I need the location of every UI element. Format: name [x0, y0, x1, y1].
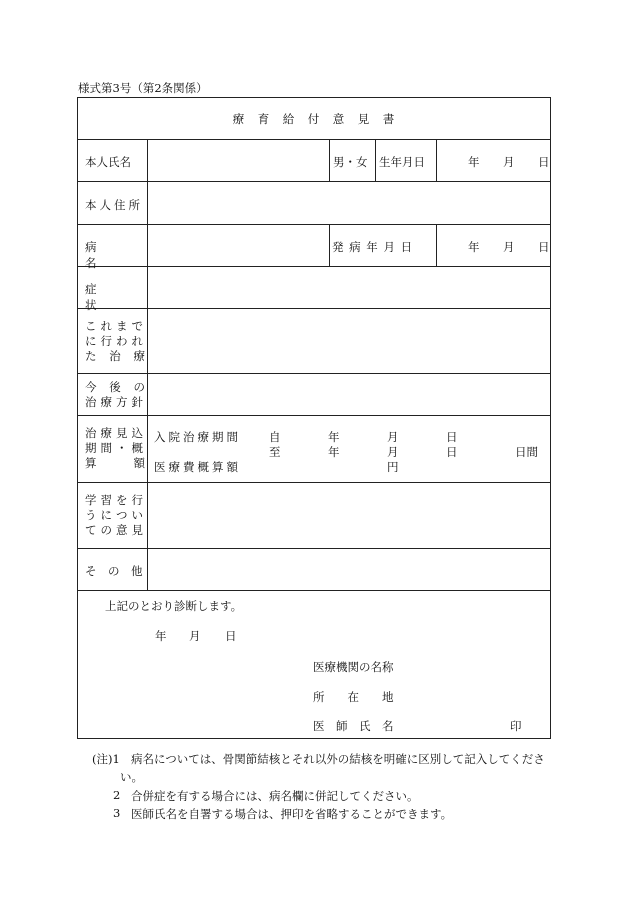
outlook-line-1: 治 療 見 込	[85, 425, 147, 440]
cost-label: 医療費概算額	[154, 460, 241, 474]
opinion-form	[77, 97, 551, 739]
days-label: 日間	[515, 445, 538, 459]
past-treatment-line-2: に 行 わ れ	[85, 333, 147, 348]
note-1-text-a: 病名については、骨関節結核とそれ以外の結核を明確に区別して記入してくださ	[131, 752, 545, 766]
study-opinion-line-1: 学 習 を 行	[85, 492, 147, 507]
period-from-label: 自	[269, 430, 281, 444]
doctor-label: 医 師 氏 名	[313, 719, 394, 733]
address-label: 本人住所	[85, 198, 143, 212]
from-year: 年	[328, 430, 340, 444]
past-treatment-line-3: た 治 療	[85, 348, 145, 363]
outlook-label	[85, 421, 145, 475]
note-1-marker: (注)1	[92, 752, 120, 766]
note-1-text-b: い。	[120, 770, 143, 784]
outlook-line-2: 期 間 ・ 概	[85, 440, 147, 455]
dob-day: 日	[538, 155, 550, 169]
seal-label: 印	[510, 719, 522, 733]
form-number: 様式第3号（第2条関係）	[78, 81, 208, 95]
past-treatment-field[interactable]	[149, 310, 549, 371]
from-day: 日	[446, 430, 458, 444]
symptom-field[interactable]	[149, 268, 549, 306]
from-month: 月	[387, 430, 399, 444]
future-plan-label	[85, 377, 145, 413]
cert-year: 年	[155, 629, 167, 643]
note-2-marker: 2	[113, 788, 121, 802]
sex-label: 男・女	[333, 155, 368, 169]
name-field[interactable]	[149, 141, 327, 179]
onset-year: 年	[468, 240, 480, 254]
dob-label: 生年月日	[379, 155, 425, 169]
disease-label: 病 名	[85, 240, 138, 270]
institution-label: 医療機関の名称	[313, 660, 394, 674]
to-day: 日	[446, 445, 458, 459]
cert-month: 月	[189, 629, 201, 643]
disease-field[interactable]	[149, 226, 327, 264]
note-3-marker: 3	[113, 806, 121, 820]
to-year: 年	[328, 445, 340, 459]
location-label: 所 在 地	[313, 690, 394, 704]
study-opinion-label	[85, 486, 145, 544]
address-field[interactable]	[149, 183, 549, 222]
certification-statement: 上記のとおり診断します。	[105, 599, 243, 613]
dob-month: 月	[503, 155, 515, 169]
future-plan-line-2: 治 療 方 針	[85, 395, 147, 409]
study-opinion-line-2: う に つ い	[85, 507, 147, 522]
onset-label: 発 病 年 月 日	[332, 240, 414, 254]
past-treatment-label	[85, 312, 145, 370]
dob-year: 年	[468, 155, 480, 169]
onset-month: 月	[503, 240, 515, 254]
study-opinion-field[interactable]	[149, 484, 549, 546]
onset-day: 日	[538, 240, 550, 254]
note-2-text: 合併症を有する場合には、病名欄に併記してください。	[131, 789, 419, 803]
form-title: 療 育 給 付 意 見 書	[232, 112, 396, 126]
symptom-label: 症 状	[85, 282, 138, 312]
yen-label: 円	[387, 460, 399, 474]
hospital-period-label: 入院治療期間	[154, 430, 241, 444]
outlook-line-3: 算 額	[85, 455, 145, 470]
other-field[interactable]	[149, 550, 549, 588]
other-label: そ の 他	[85, 564, 143, 578]
name-label: 本人氏名	[85, 155, 131, 169]
past-treatment-line-1: こ れ ま で	[85, 318, 147, 333]
cert-day: 日	[225, 629, 237, 643]
period-to-label: 至	[269, 445, 281, 459]
future-plan-line-1: 今 後 の	[85, 380, 145, 394]
note-3-text: 医師氏名を自署する場合は、押印を省略することができます。	[131, 807, 453, 821]
to-month: 月	[387, 445, 399, 459]
study-opinion-line-3: て の 意 見	[85, 522, 147, 537]
